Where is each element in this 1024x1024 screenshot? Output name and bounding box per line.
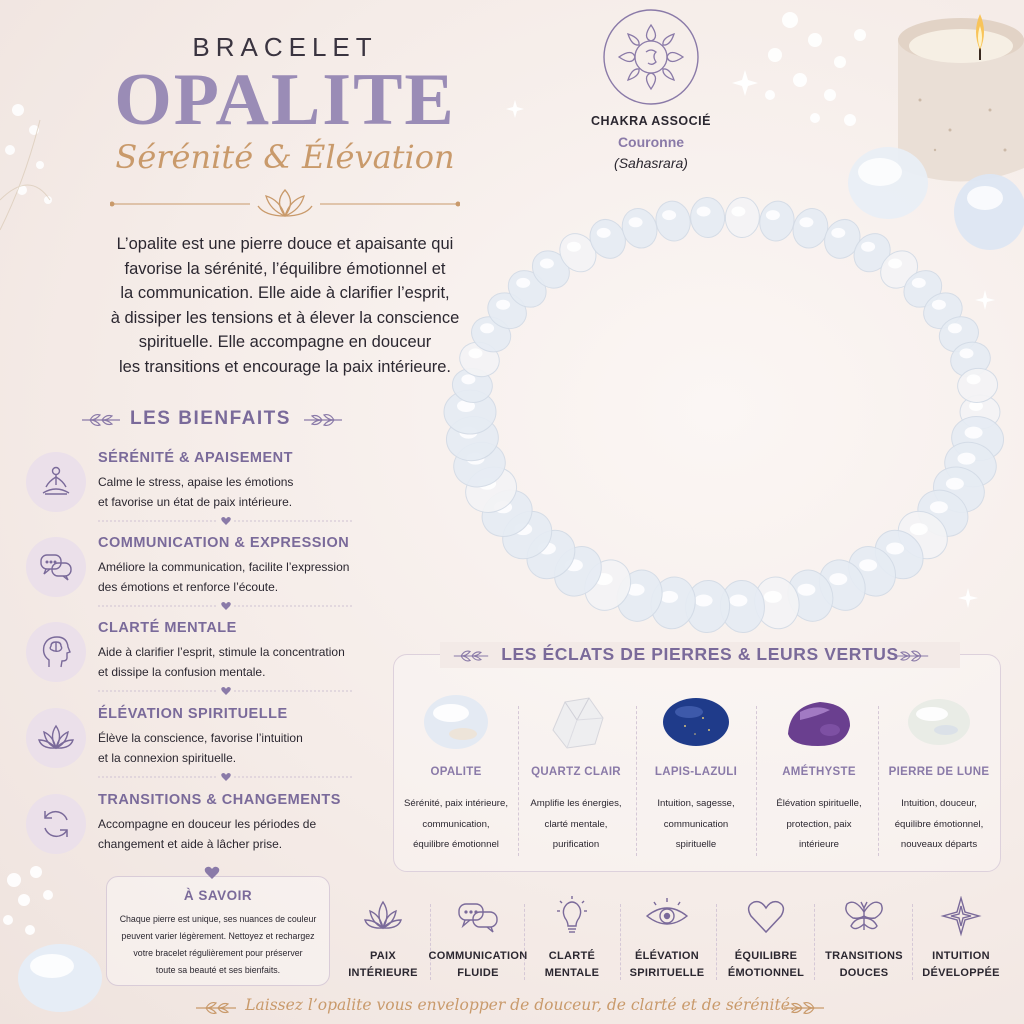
benefit-line: Calme le stress, apaise les émotions <box>98 475 294 489</box>
stone-description <box>517 794 635 856</box>
bead-highlight <box>960 348 974 358</box>
bracelet-bead <box>652 198 693 244</box>
bead-highlight <box>660 591 678 603</box>
bead-highlight <box>731 207 745 217</box>
virtue-line: DOUCES <box>839 967 889 979</box>
benefit-line: changement et aide à lâcher prise. <box>98 837 283 851</box>
bead-highlight <box>764 591 782 603</box>
virtue-communication <box>428 896 528 979</box>
virtue-clarity <box>527 896 617 979</box>
product-type-title: BRACELET <box>192 32 378 62</box>
intro-line: à dissiper les tensions et à élever la conscience <box>110 308 460 327</box>
stone-line: Sérénité, paix intérieure, <box>404 798 508 809</box>
info-line: votre bracelet régulièrement pour préserver <box>133 948 303 958</box>
speech-bubbles-icon <box>433 896 523 940</box>
stone-name: OPALITE <box>430 766 482 778</box>
info-box-title: À SAVOIR <box>183 888 253 903</box>
benefit-line: et la connexion spirituelle. <box>98 751 237 765</box>
virtue-line: TRANSITIONS <box>825 950 903 962</box>
bead-highlight <box>946 478 964 490</box>
virtue-line: DÉVELOPPÉE <box>922 967 1000 979</box>
benefit-title: TRANSITIONS & CHANGEMENTS <box>98 792 341 808</box>
bracelet-bead <box>724 196 761 238</box>
benefit-description <box>98 472 383 512</box>
virtue-emotional <box>721 896 811 979</box>
benefit-description <box>98 814 383 854</box>
bead-highlight <box>540 259 554 269</box>
lotus-icon <box>338 896 428 940</box>
benefit-line: des émotions et renforce l’écoute. <box>98 580 279 594</box>
bracelet-bead <box>689 196 726 238</box>
opalite-stone-bottom-left <box>18 944 102 1012</box>
stone-description <box>760 794 878 856</box>
stone-line: équilibre émotionnel, <box>894 818 984 830</box>
stone-line: clarté mentale, <box>544 818 608 830</box>
bead-highlight <box>886 543 904 555</box>
speech-bubbles-icon <box>26 537 86 597</box>
benefit-line: et favorise un état de paix intérieure. <box>98 495 293 509</box>
virtue-line: ÉMOTIONNEL <box>727 967 805 979</box>
bead-highlight <box>516 278 530 288</box>
benefit-line: Améliore la communication, facilite l’expression <box>98 560 350 574</box>
bead-highlight <box>948 323 962 333</box>
stone-description <box>637 794 755 856</box>
bead-highlight <box>831 228 845 238</box>
info-box-text <box>114 911 322 979</box>
lightbulb-icon <box>527 896 617 940</box>
heart-divider-icon <box>98 686 353 696</box>
baby-breath-flowers-bottom-left <box>3 866 53 935</box>
stone-line: spirituelle <box>675 839 717 850</box>
cycle-arrows-icon <box>26 794 86 854</box>
lotus-divider-icon <box>110 186 460 220</box>
head-brain-icon <box>26 622 86 682</box>
virtue-peace <box>338 896 428 979</box>
benefit-description <box>98 728 383 768</box>
benefits-heading-label: LES BIENFAITS <box>130 408 291 429</box>
virtue-label <box>427 948 529 982</box>
bead-highlight <box>766 210 780 220</box>
virtue-line: SPIRITUELLE <box>629 967 705 979</box>
stone-description <box>880 794 998 856</box>
intro-line: la communication. Elle aide à clarifier l’esprit, <box>120 284 450 302</box>
leaf-ornament-right-icon <box>892 648 930 664</box>
meditation-icon <box>26 452 86 512</box>
intro-line: les transitions et encourage la paix intérieure. <box>118 357 452 376</box>
virtue-line: FLUIDE <box>457 967 499 979</box>
stone-card-lapis <box>637 690 755 850</box>
bead-highlight <box>861 242 875 252</box>
virtue-label <box>813 948 915 982</box>
virtue-intuition <box>916 896 1006 979</box>
virtue-line: CLARTÉ <box>548 950 596 962</box>
leaf-ornament-left-icon <box>80 412 122 428</box>
stones-heading: LES ÉCLATS DE PIERRES & LEURS VERTUS <box>501 644 899 664</box>
bead-highlight <box>829 573 847 585</box>
stone-card-quartz <box>517 690 635 850</box>
benefit-description <box>98 642 383 682</box>
bead-highlight <box>697 207 711 217</box>
benefit-line: Accompagne en douceur les périodes de <box>98 817 317 831</box>
virtue-transitions <box>819 896 909 979</box>
benefit-description <box>98 557 383 597</box>
baby-breath-flowers-top-right <box>765 12 866 126</box>
chakra-name: Couronne <box>617 134 685 150</box>
virtue-label <box>910 948 1012 982</box>
benefit-title: COMMUNICATION & EXPRESSION <box>98 535 350 551</box>
benefit-line: et dissipe la confusion mentale. <box>98 665 266 679</box>
bead-highlight <box>930 501 948 513</box>
bead-highlight <box>662 210 676 220</box>
virtue-line: ÉQUILIBRE <box>734 950 798 962</box>
info-line: Chaque pierre est unique, ses nuances de couleur <box>119 914 317 924</box>
stone-description <box>397 794 515 856</box>
stone-line: Intuition, sagesse, <box>657 798 735 809</box>
quartz-stone-image <box>517 690 635 756</box>
bead-highlight <box>597 228 611 238</box>
stone-name: AMÉTHYSTE <box>782 766 856 778</box>
benefit-title: SÉRÉNITÉ & APAISEMENT <box>98 450 293 466</box>
info-line: toute sa beauté et ses bienfaits. <box>155 965 281 975</box>
bead-highlight <box>932 300 946 310</box>
intro-line: L’opalite est une pierre douce et apaisante qui <box>116 235 454 253</box>
bead-highlight <box>695 595 713 607</box>
stone-line: équilibre émotionnel <box>413 839 499 850</box>
crown-chakra-icon <box>602 8 700 106</box>
bead-highlight <box>567 242 581 252</box>
virtue-label <box>332 948 434 982</box>
virtue-label <box>715 948 817 982</box>
intro-paragraph <box>60 232 510 379</box>
stone-line: Élévation spirituelle, <box>776 798 862 809</box>
benefit-title: CLARTÉ MENTALE <box>98 620 237 636</box>
virtue-line: INTÉRIEURE <box>348 967 418 979</box>
virtue-label <box>616 948 718 982</box>
product-subtitle: Sérénité & Élévation <box>115 138 455 176</box>
virtue-line: INTUITION <box>932 950 990 962</box>
intro-line: favorise la sérénité, l’équilibre émotionnel et <box>124 259 446 278</box>
butterfly-icon <box>819 896 909 940</box>
bead-highlight <box>797 584 815 596</box>
bead-highlight <box>859 559 877 571</box>
stone-line: protection, paix <box>786 818 852 830</box>
bead-highlight <box>799 217 813 227</box>
bead-highlight <box>729 595 747 607</box>
stone-line: purification <box>552 839 600 850</box>
virtue-line: PAIX <box>369 950 397 962</box>
lotus-icon <box>26 708 86 768</box>
virtue-line: COMMUNICATION <box>428 950 528 962</box>
footer-tagline: Laissez l’opalite vous envelopper de douceur, de clarté et de sérénité. <box>245 996 795 1014</box>
stone-card-amethyst <box>760 690 878 850</box>
stone-name: QUARTZ CLAIR <box>531 766 621 778</box>
bead-highlight <box>912 278 926 288</box>
bead-highlight <box>888 259 902 269</box>
bead-highlight <box>958 453 976 465</box>
stone-card-moonstone <box>880 690 998 850</box>
heart-divider-icon <box>98 772 353 782</box>
stone-card-opalite <box>397 690 515 850</box>
opalite-stone-image <box>397 690 515 756</box>
benefits-heading <box>80 406 345 434</box>
lapis-stone-image <box>637 690 755 756</box>
column-divider <box>878 706 879 856</box>
baby-breath-flowers-top-left <box>5 104 52 204</box>
stone-line: Intuition, douceur, <box>901 798 977 809</box>
intro-line: spirituelle. Elle accompagne en douceur <box>138 333 432 351</box>
leaf-ornament-right-icon <box>302 412 344 428</box>
heart-icon <box>721 896 811 940</box>
bead-highlight <box>910 523 928 535</box>
stone-line: communication <box>663 818 729 830</box>
virtue-spiritual <box>622 896 712 979</box>
virtue-line: ÉLÉVATION <box>634 950 700 962</box>
product-name-title: OPALITE <box>114 59 456 141</box>
benefit-line: Élève la conscience, favorise l’intuition <box>98 731 303 745</box>
column-divider <box>756 706 757 856</box>
star-icon <box>916 896 1006 940</box>
bead-highlight <box>965 427 983 439</box>
stone-line: Amplifie les énergies, <box>530 798 622 809</box>
virtue-label <box>521 948 623 982</box>
stone-line: intérieure <box>799 839 839 850</box>
amethyst-stone-image <box>760 690 878 756</box>
stone-name: PIERRE DE LUNE <box>888 766 990 778</box>
heart-divider-icon <box>98 516 353 526</box>
eye-icon <box>622 896 712 940</box>
benefit-line: Aide à clarifier l’esprit, stimule la concentration <box>98 645 345 659</box>
bracelet-bead <box>756 198 797 244</box>
bead-highlight <box>629 217 643 227</box>
chakra-label: CHAKRA ASSOCIÉ <box>591 114 711 128</box>
stone-line: nouveaux départs <box>900 839 978 850</box>
info-line: peuvent varier légèrement. Nettoyez et rechargez <box>121 931 315 941</box>
candle <box>898 14 1024 182</box>
moonstone-stone-image <box>880 690 998 756</box>
stone-line: communication, <box>422 818 490 830</box>
bead-highlight <box>967 374 981 384</box>
opalite-bracelet <box>444 196 1007 634</box>
benefit-title: ÉLÉVATION SPIRITUELLE <box>98 706 288 722</box>
heart-divider-icon <box>98 601 353 611</box>
stone-name: LAPIS-LAZULI <box>654 766 738 778</box>
virtue-line: MENTALE <box>544 967 600 979</box>
heart-icon <box>204 866 220 880</box>
chakra-sanskrit-name: (Sahasrara) <box>614 155 688 171</box>
